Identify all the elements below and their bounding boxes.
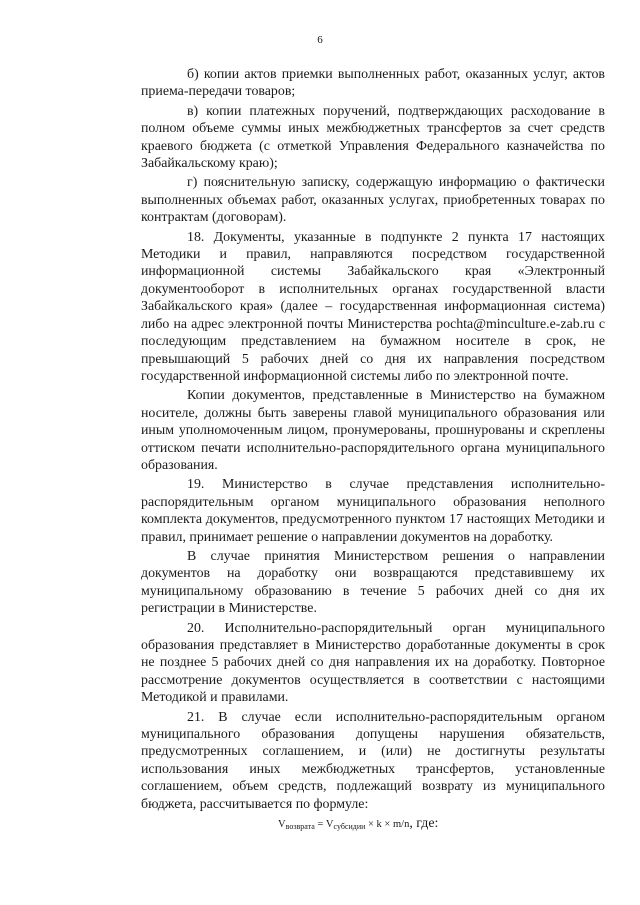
formula-lhs-symbol: V xyxy=(278,819,286,830)
paragraph-copies: Копии документов, представленные в Министерство на бумажном носителе, должны быть заверены главой муниципального образования или иным уполномоченным лицом, пронумерованы, прошнурованы и скреплены оттиском печати исполнительно-распорядительного органа муниципального образования. xyxy=(141,388,605,473)
paragraph-18: 18. Документы, указанные в подпункте 2 пункта 17 настоящих Методики и правил, направляются посредством государственной информационной системы Забайкальского края «Электронный документооборот в исполнительных органах государственной власти Забайкальского края» (далее – государственная информационная система) либо на адрес электронной почты Министерства pochta@minculture.e-zab.ru с последующим представлением на бумажном носителе в срок, не превышающий 5 рабочих дней со дня их направления посредством государственной информационной системы либо по электронной почте. xyxy=(141,229,605,384)
paragraph-v: в) копии платежных поручений, подтверждающих расходование в полном объеме суммы иных межбюджетных трансфертов за счет средств краевого бюджета (с отметкой Управления Федерального казначейства по Забайкальскому краю); xyxy=(141,103,605,172)
formula-equals: = xyxy=(314,819,326,830)
paragraph-19: 19. Министерство в случае представления исполнительно-распорядительным органом муниципального образования неполного комплекта документов, предусмотренного пунктом 17 настоящих Методики и правил, принимает решение о направлении документов на доработку. xyxy=(141,477,605,545)
paragraph-return: В случае принятия Министерством решения о направлении документов на доработку они возвращаются представившему их муниципальному образованию в течение 5 рабочих дней со дня их регистрации в Министерстве. xyxy=(141,548,605,617)
formula-rhs-subscript: субсидии xyxy=(333,822,366,831)
paragraph-g: г) пояснительную записку, содержащую информацию о фактически выполненных объемах работ, оказанных услугах, приобретенных товарах по контрактам (договорам). xyxy=(141,175,605,226)
paragraph-21: 21. В случае если исполнительно-распорядительным органом муниципального образования допущены нарушения обязательств, предусмотренных соглашением, и (или) не достигнуты результаты использования иных межбюджетных трансфертов, установленные соглашением, объем средств, подлежащий возврату из муниципального бюджета, рассчитывается по формуле: xyxy=(141,709,605,812)
formula-tail: , где: xyxy=(409,816,439,831)
formula-lhs-subscript: возврата xyxy=(285,822,315,831)
document-body xyxy=(141,66,605,813)
formula xyxy=(278,816,438,832)
formula-rest: × k × m/n xyxy=(365,819,410,830)
formula-expression xyxy=(278,819,409,830)
paragraph-b: б) копии актов приемки выполненных работ, оказанных услуг, актов приема-передачи товаров; xyxy=(141,67,605,100)
formula-rhs-symbol: V xyxy=(325,819,334,830)
page-number: 6 xyxy=(317,34,323,46)
paragraph-20: 20. Исполнительно-распорядительный орган муниципального образования представляет в Министерство доработанные документы в срок не позднее 5 рабочих дней со дня направления их на доработку. Повторное рассмотрение документов осуществляется в соответствии с настоящими Методикой и правилами. xyxy=(141,620,605,706)
